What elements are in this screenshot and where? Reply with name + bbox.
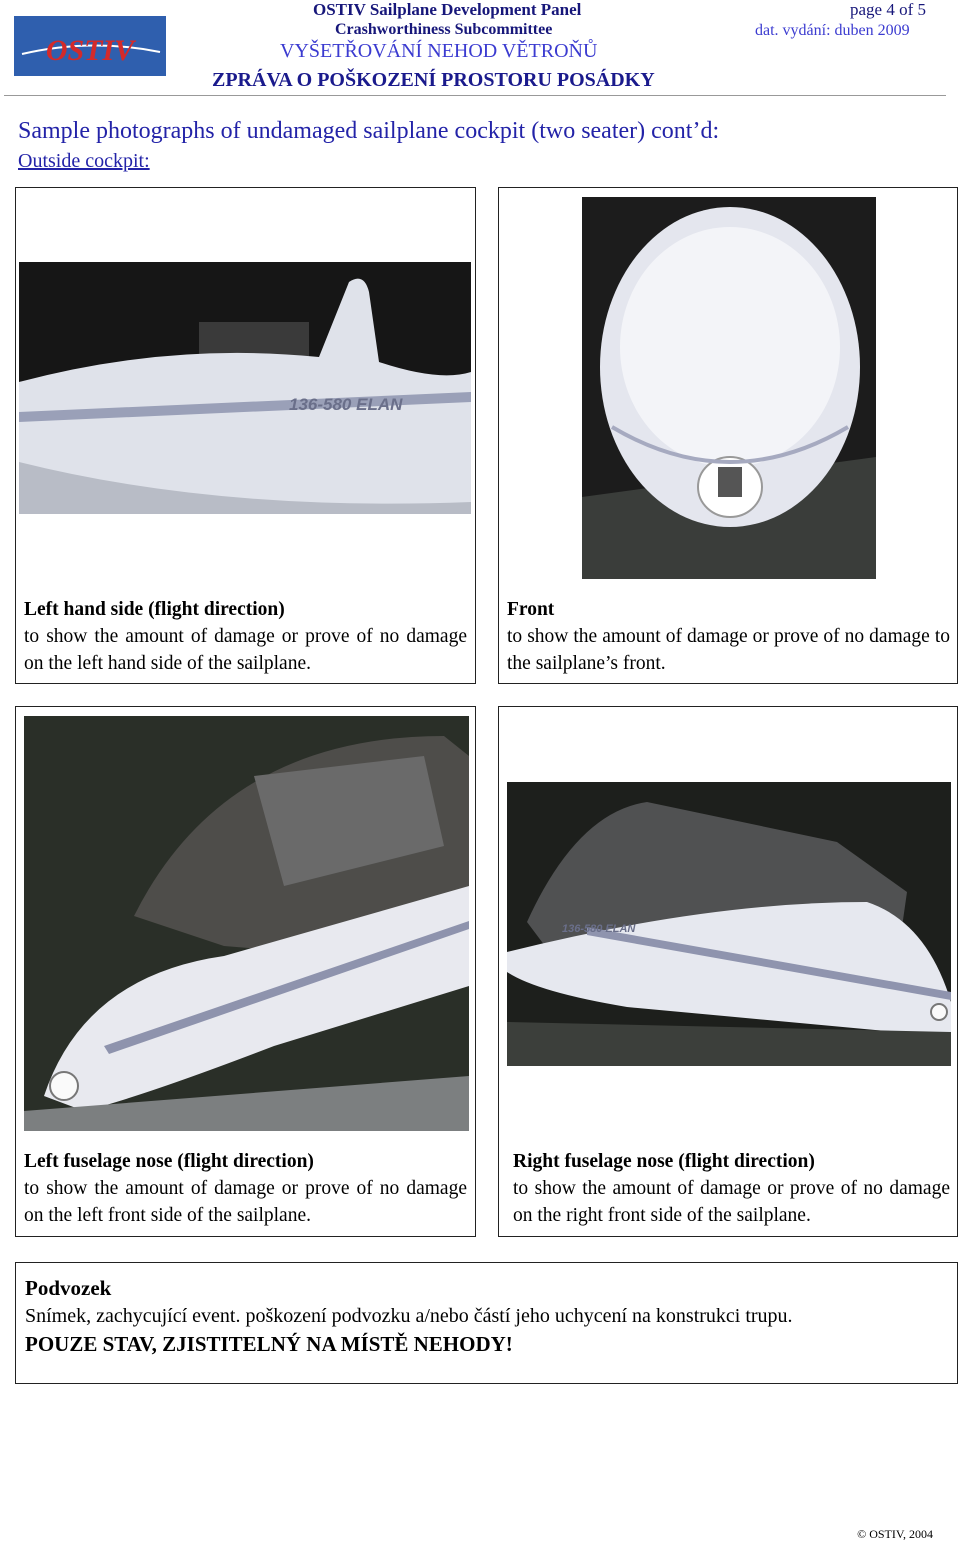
- page-number: page 4 of 5: [850, 0, 927, 19]
- caption-heading: Left hand side (flight direction): [24, 599, 285, 620]
- caption-left-nose: [24, 1148, 467, 1229]
- panel-left-nose: [15, 706, 476, 1237]
- registration-label: 136-580 ELAN: [562, 923, 636, 935]
- caption-heading: Right fuselage nose (flight direction): [513, 1151, 815, 1172]
- panel-left-side: [15, 187, 476, 684]
- panel-right-nose: [498, 706, 958, 1237]
- panel-front: [498, 187, 958, 684]
- section-title: Sample photographs of undamaged sailplane cockpit (two seater) cont’d:: [18, 118, 720, 144]
- photo-front: [582, 197, 876, 579]
- caption-description: to show the amount of damage or prove of no damage on the left hand side of the sailplane.: [24, 626, 467, 674]
- caption-description: to show the amount of damage or prove of no damage on the right front side of the sailplane.: [513, 1178, 950, 1226]
- czech-title-2: ZPRÁVA O POŠKOZENÍ PROSTORU POSÁDKY: [212, 69, 655, 91]
- caption-description: to show the amount of damage or prove of no damage on the left front side of the sailplane.: [24, 1178, 467, 1226]
- footer-copyright: © OSTIV, 2004: [857, 1527, 933, 1541]
- caption-heading: Left fuselage nose (flight direction): [24, 1151, 314, 1172]
- panel-podvozek: [15, 1262, 958, 1384]
- podvozek-description: Snímek, zachycující event. poškození podvozku a/nebo částí jeho uchycení na konstrukci trupu.: [25, 1305, 793, 1327]
- ostiv-logo: [14, 16, 166, 76]
- caption-heading: Front: [507, 599, 555, 620]
- czech-title-1: VYŠETŘOVÁNÍ NEHOD VĚTROŇŮ: [280, 40, 598, 62]
- caption-description: to show the amount of damage or prove of no damage to the sailplane’s front.: [507, 626, 950, 674]
- section-subtitle: Outside cockpit:: [18, 150, 150, 172]
- photo-left-side: [19, 262, 471, 514]
- logo-text: OSTIV: [45, 34, 135, 67]
- podvozek-heading: Podvozek: [25, 1276, 112, 1300]
- caption-left-side: [24, 596, 467, 677]
- issue-date: dat. vydání: duben 2009: [755, 22, 910, 39]
- photo-right-nose: [507, 782, 951, 1066]
- podvozek-caption: [25, 1276, 945, 1357]
- photo-left-nose: [24, 716, 469, 1131]
- caption-right-nose: [513, 1148, 950, 1229]
- subcommittee-name: Crashworthiness Subcommittee: [335, 21, 553, 38]
- podvozek-note: POUZE STAV, ZJISTITELNÝ NA MÍSTĚ NEHODY!: [25, 1332, 513, 1356]
- organization-name: OSTIV Sailplane Development Panel: [313, 0, 582, 19]
- header-divider: [4, 95, 946, 96]
- registration-label: 136-580 ELAN: [289, 395, 403, 414]
- caption-front: [507, 596, 950, 677]
